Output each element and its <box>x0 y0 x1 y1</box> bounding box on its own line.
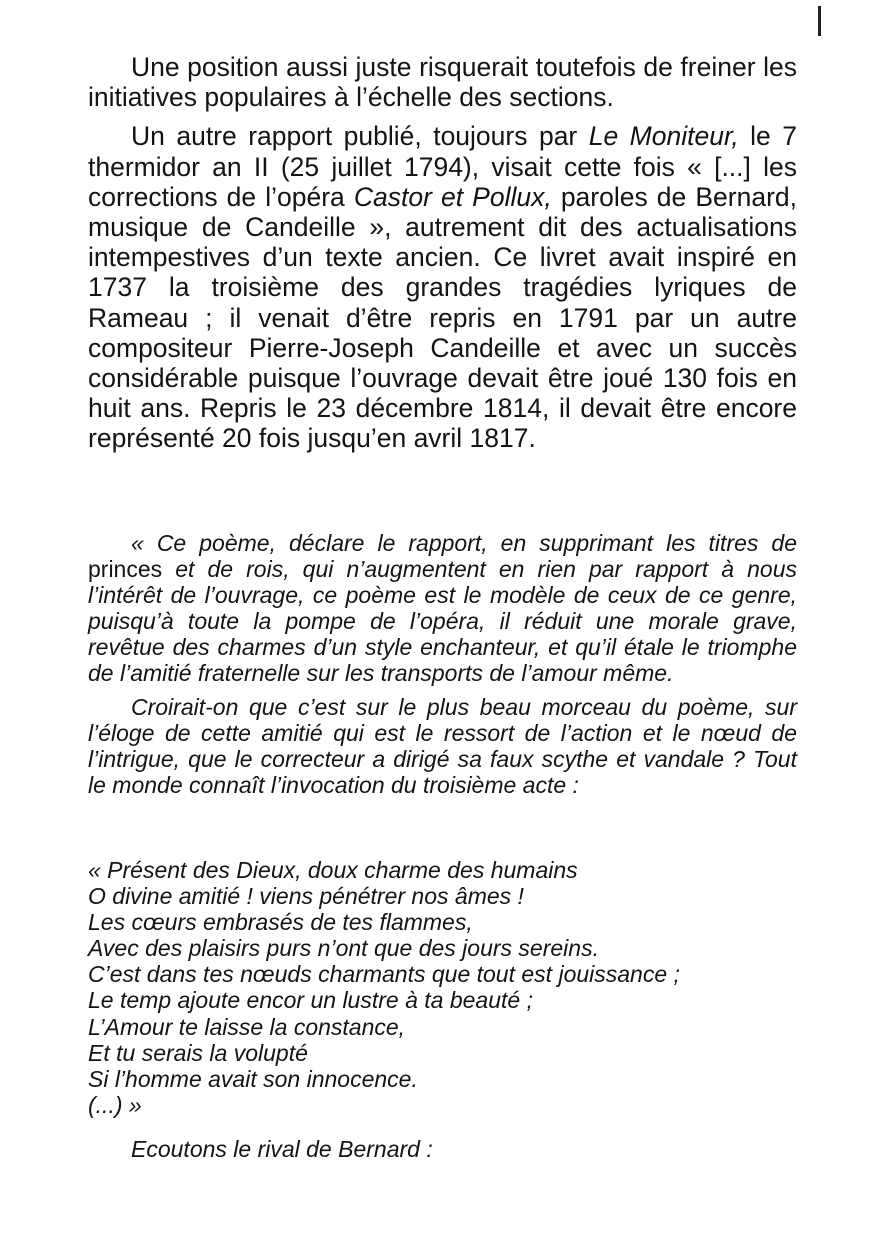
main-text <box>88 52 797 454</box>
quote-text-a: « Ce poème, déclare le rapport, en supprimant les titres de <box>131 530 797 556</box>
paragraph-position: Une position aussi juste risquerait toutefois de freiner les initiatives populaires à l’échelle des sections. <box>88 52 797 113</box>
verse-line: « Présent des Dieux, doux charme des humains <box>88 857 578 883</box>
verse-line: Le temp ajoute encor un lustre à ta beauté ; <box>88 987 533 1014</box>
paragraph-rapport-text-a: Un autre rapport publié, toujours par <box>131 121 589 152</box>
verse-line: Et tu serais la volupté <box>88 1039 308 1066</box>
verse-line: Les cœurs embrasés de tes flammes, <box>88 909 473 936</box>
page-edge-mark <box>818 6 821 36</box>
block-quote <box>88 530 797 798</box>
closing-line: Ecoutons le rival de Bernard : <box>131 1136 433 1162</box>
quote-paragraph-2: Croirait-on que c’est sur le plus beau morceau du poème, sur l’éloge de cette amitié qui est le ressort de l’action et le nœud de l’intrigue, que le correcteur a dirigé sa faux scythe et vandale ? Tout le monde connaît l’invocation du troisième acte : <box>88 693 797 798</box>
verse-line: Si l’homme avait son innocence. <box>88 1065 418 1092</box>
journal-title: Le Moniteur, <box>588 121 739 152</box>
verse-line: L’Amour te laisse la constance, <box>88 1013 406 1040</box>
quote-text-b: et de rois, qui n’augmentent en rien par rapport à nous l’intérêt de l’ouvrage, ce poème est le modèle de ceux de ce genre, puisqu’à toute la pompe de l’opéra, il réduit une morale grave, revêtue des charmes d’un style enchanteur, et qu’il étale le triomphe de l’amitié fraternelle sur les transports de l’amour même. <box>88 556 797 687</box>
verse-line: C’est dans tes nœuds charmants que tout est jouissance ; <box>88 961 680 988</box>
quote-paragraph-1 <box>88 530 797 687</box>
verse-line: Avec des plaisirs purs n’ont que des jours sereins. <box>88 935 599 962</box>
paragraph-rapport <box>88 121 797 453</box>
opera-title: Castor et Pollux, <box>353 181 552 212</box>
verse-line: O divine amitié ! viens pénétrer nos âmes ! <box>88 883 524 910</box>
verse-line: (...) » <box>88 1091 142 1118</box>
verse-block <box>88 857 808 1118</box>
quote-upright-word: princes <box>88 556 163 583</box>
paragraph-rapport-text-b: le 7 thermidor an II (25 juillet 1794), visait cette fois « [...] les corrections de l’opéra <box>88 121 797 212</box>
paragraph-rapport-text-c: paroles de Bernard, musique de Candeille », autrement dit des actualisations intempestives d’un texte ancien. Ce livret avait inspiré en 1737 la troisième des grandes tragédies lyriques de Rameau ; il venait d’être repris en 1791 par un autre compositeur Pierre-Joseph Candeille et avec un succès considérable puisque l’ouvrage devait être joué 130 fois en huit ans. Repris le 23 décembre 1814, il devait être encore représenté 20 fois jusqu’en avril 1817. <box>88 181 798 454</box>
